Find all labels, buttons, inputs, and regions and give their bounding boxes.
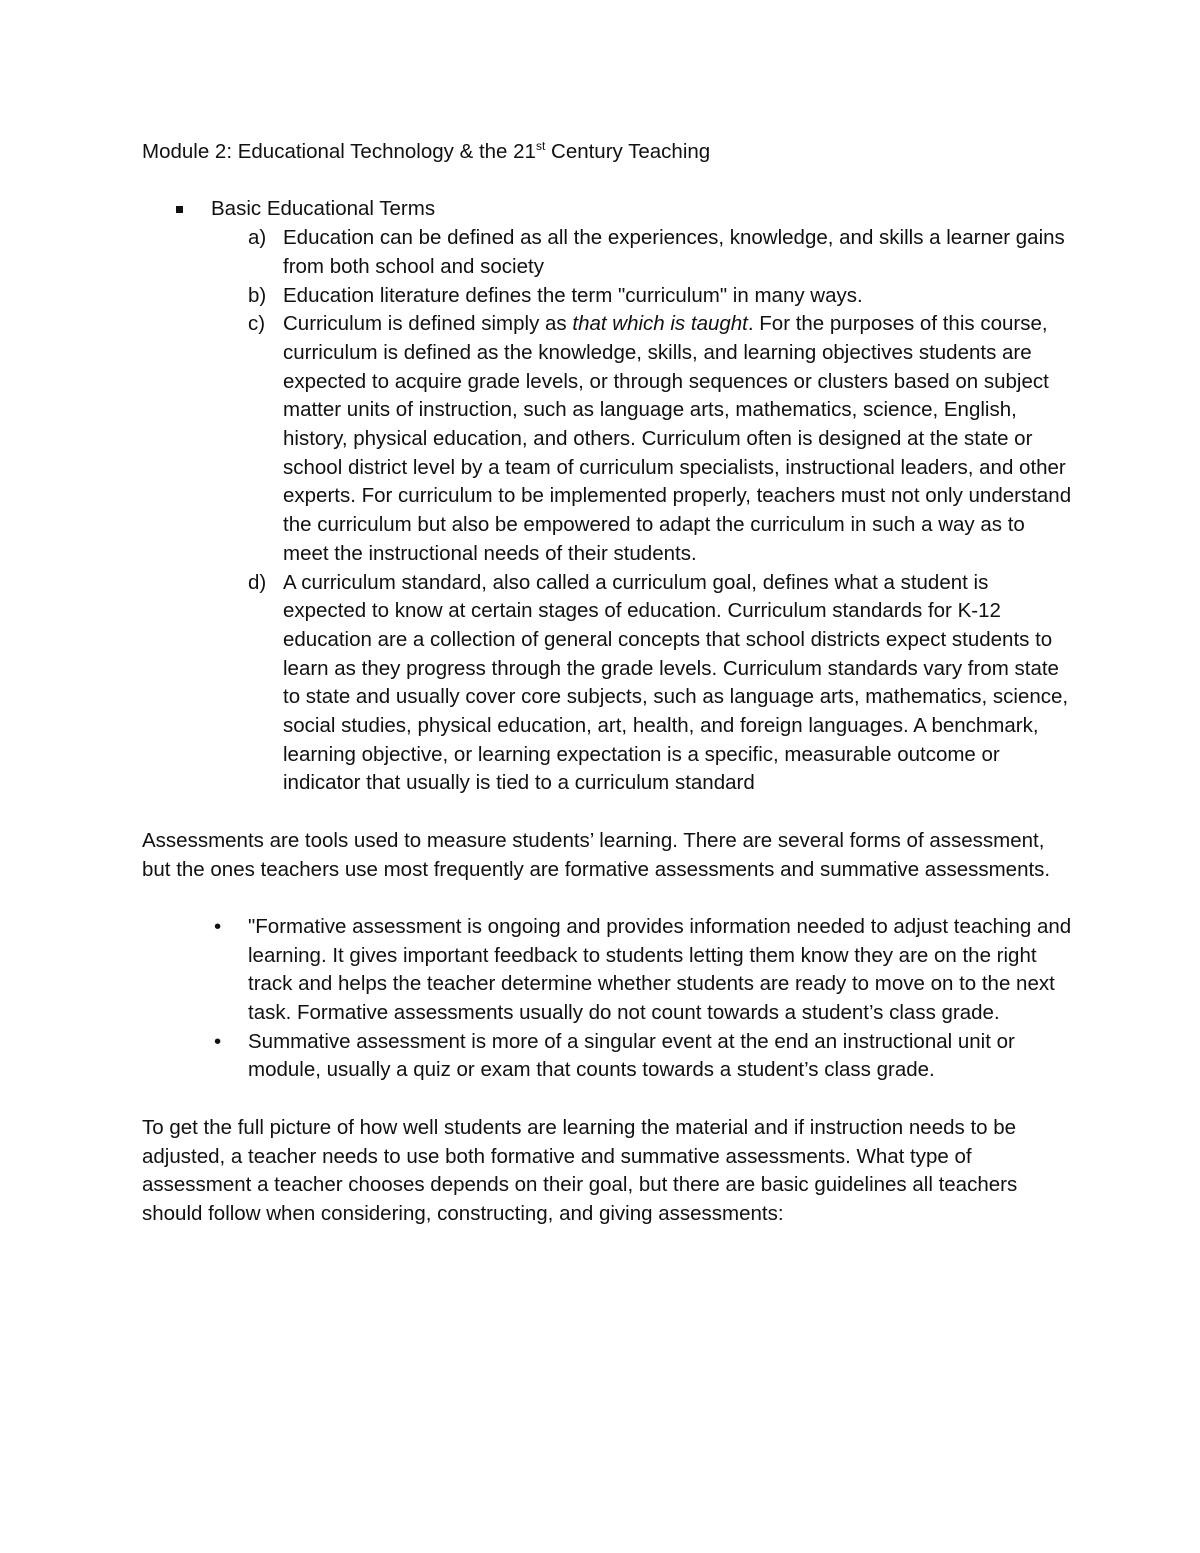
bullet-icon: • [214, 914, 222, 938]
list-item [214, 913, 1072, 1028]
assessments-intro-paragraph: Assessments are tools used to measure students’ learning. There are several forms of assessment, but the ones teachers use most frequently are formative assessments and summative assessments. [142, 828, 1051, 881]
title-superscript: st [535, 139, 546, 154]
title-prefix: Module 2: Educational Technology & the 21 [142, 140, 536, 163]
assessment-types-list [142, 913, 1072, 1085]
spacer [142, 1085, 1072, 1114]
list-item-italic-phrase: that which is taught [572, 312, 748, 336]
spacer [142, 798, 1072, 827]
bullet-icon: • [214, 1029, 222, 1053]
list-item-text: Education literature defines the term "curriculum" in many ways. [283, 283, 863, 307]
terms-heading-row [142, 195, 1072, 224]
list-marker: a) [248, 226, 267, 250]
list-item-text-end: . For the purposes of this course, curriculum is defined as the knowledge, skills, and learning objectives students are expected to acquire grade levels, or through sequences or clusters based on subject matter units of instruction, such as language arts, mathematics, science, English, history, physical education, and others. Curriculum often is designed at the state or school district level by a team of curriculum specialists, instructional leaders, and other experts. For curriculum to be implemented properly, teachers must not only understand the curriculum but also be empowered to adapt the curriculum in such a way as to meet the instructional needs of their students. [283, 312, 1072, 565]
list-item [248, 224, 1072, 281]
square-bullet-icon [176, 206, 183, 213]
list-marker: d) [248, 570, 267, 594]
title-suffix: Century Teaching [545, 140, 711, 163]
list-item-text: A curriculum standard, also called a curriculum goal, defines what a student is expected to know at certain stages of education. Curriculum standards for K-12 education are a collection of general concepts that school districts expect students to learn as they progress through the grade levels. Curriculum standards vary from state to state and usually cover core subjects, such as language arts, mathematics, science, social studies, physical education, art, health, and foreign languages. A benchmark, learning objective, or learning expectation is a specific, measurable outcome or indicator that usually is tied to a curriculum standard [283, 570, 1069, 795]
terms-heading: Basic Educational Terms [211, 197, 436, 221]
list-item-text: Summative assessment is more of a singular event at the end an instructional unit or module, usually a quiz or exam that counts towards a student’s class grade. [248, 1029, 1015, 1082]
list-marker: c) [248, 312, 266, 336]
spacer [142, 167, 1072, 196]
list-marker: b) [248, 283, 267, 307]
list-item-text: "Formative assessment is ongoing and provides information needed to adjust teaching and learning. It gives important feedback to students letting them know they are on the right track and helps the teacher determine whether students are ready to move on to the next task. Formative assessments usually do not count towards a student’s class grade. [248, 914, 1072, 1025]
list-item-text: Education can be defined as all the experiences, knowledge, and skills a learner gains from both school and society [283, 226, 1065, 278]
list-item [248, 569, 1072, 799]
list-item [248, 282, 1072, 311]
terms-list [142, 224, 1072, 798]
spacer [142, 884, 1072, 913]
module-title [142, 138, 1072, 167]
closing-paragraph: To get the full picture of how well students are learning the material and if instruction needs to be adjusted, a teacher needs to use both formative and summative assessments. What type of assessment a teacher chooses depends on their goal, but there are basic guidelines all teachers should follow when considering, constructing, and giving assessments: [142, 1115, 1018, 1225]
list-item [214, 1028, 1072, 1085]
document-body [142, 138, 1072, 1229]
list-item-text-start: Curriculum is defined simply as [283, 312, 573, 336]
list-item [248, 310, 1072, 568]
